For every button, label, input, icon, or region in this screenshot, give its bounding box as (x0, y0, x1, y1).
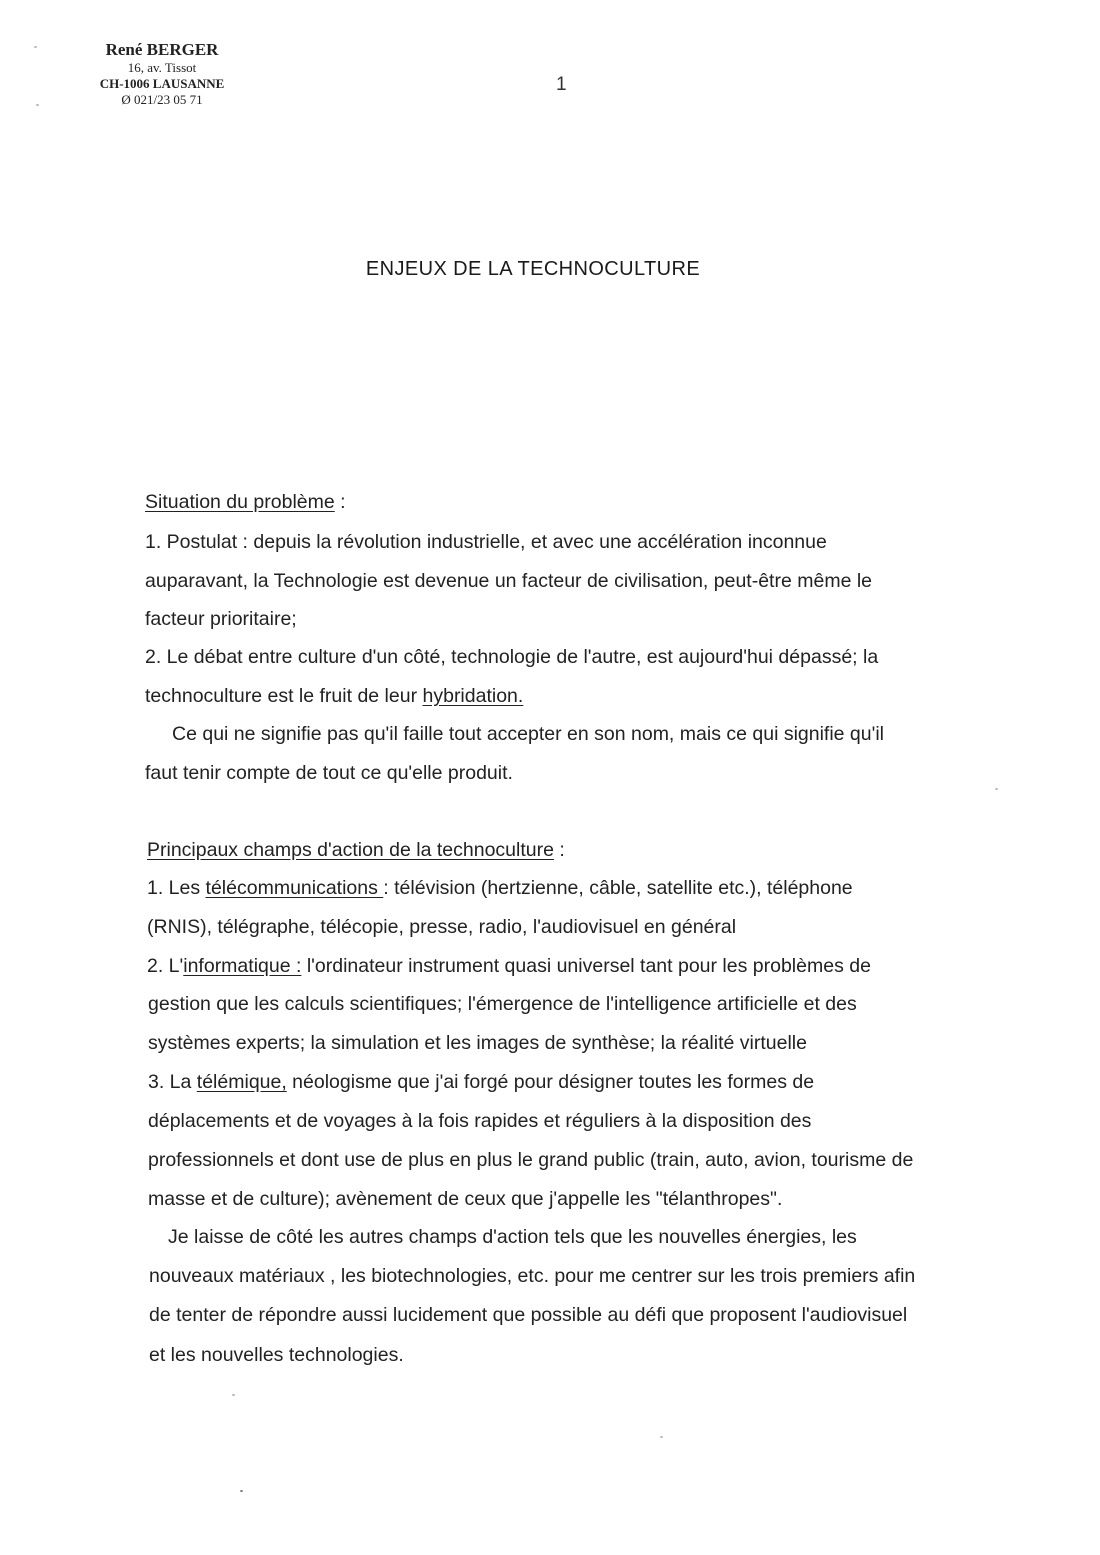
underlined-term-hybridation: hybridation. (422, 685, 524, 707)
author-name: René BERGER (105, 40, 219, 59)
page-number: 1 (556, 74, 567, 95)
paragraph-line: faut tenir compte de tout ce qu'elle produit. (145, 762, 513, 784)
scan-speck (232, 1394, 235, 1396)
paragraph-line: 1. Postulat : depuis la révolution industrielle, et avec une accélération inconnue (145, 531, 827, 553)
line-text: l'ordinateur instrument quasi universel tant pour les problèmes de (301, 955, 871, 977)
paragraph-line (148, 1070, 814, 1094)
underlined-term-telemique: télémique, (196, 1071, 287, 1093)
line-text: 1. Les (147, 877, 206, 899)
scan-speck (660, 1436, 663, 1438)
line-text: néologisme que j'ai forgé pour désigner toutes les formes de (286, 1071, 815, 1093)
paragraph-line: de tenter de répondre aussi lucidement que possible au défi que proposent l'audiovisuel (149, 1304, 908, 1326)
paragraph-line: gestion que les calculs scientifiques; l'émergence de l'intelligence artificielle et des (148, 993, 857, 1015)
line-text: 3. La (148, 1071, 197, 1093)
section-heading-champs (147, 838, 565, 862)
paragraph-line: et les nouvelles technologies. (149, 1344, 404, 1366)
underlined-term-telecommunications: télécommunications (205, 877, 384, 899)
section-heading-text: Situation du problème (145, 491, 335, 513)
underlined-term-informatique: informatique : (183, 955, 302, 977)
paragraph-line: déplacements et de voyages à la fois rapides et réguliers à la disposition des (148, 1110, 812, 1132)
paragraph-line: nouveaux matériaux , les biotechnologies, etc. pour me centrer sur les trois premiers afin (149, 1265, 916, 1287)
paragraph-line: Ce qui ne signifie pas qu'il faille tout accepter en son nom, mais ce qui signifie qu'il (172, 723, 885, 745)
paragraph-line: Je laisse de côté les autres champs d'action tels que les nouvelles énergies, les (168, 1226, 857, 1248)
section-heading-situation (145, 490, 346, 514)
paragraph-line (147, 954, 871, 978)
paragraph-line: masse et de culture); avènement de ceux que j'appelle les "télanthropes". (148, 1188, 783, 1210)
section-heading-text: Principaux champs d'action de la technoculture (147, 839, 554, 861)
paragraph-line (147, 876, 853, 900)
line-text: : télévision (hertzienne, câble, satellite etc.), téléphone (383, 877, 853, 899)
section-heading-colon: : (553, 839, 565, 861)
author-phone: Ø 021/23 05 71 (121, 92, 203, 107)
scan-speck (36, 104, 39, 106)
section-heading-colon: : (334, 491, 346, 513)
paragraph-line: systèmes experts; la simulation et les images de synthèse; la réalité virtuelle (148, 1032, 807, 1054)
line-text: 2. L' (147, 955, 184, 977)
scan-speck (995, 788, 998, 790)
scan-speck (240, 1490, 243, 1492)
author-city: CH-1006 LAUSANNE (99, 76, 225, 91)
paragraph-line: auparavant, la Technologie est devenue un facteur de civilisation, peut-être même le (145, 570, 873, 592)
scan-speck (34, 46, 37, 48)
document-title: ENJEUX DE LA TECHNOCULTURE (365, 258, 701, 280)
paragraph-line: professionnels et dont use de plus en plus le grand public (train, auto, avion, tourisme de (148, 1149, 914, 1171)
paragraph-line: 2. Le débat entre culture d'un côté, technologie de l'autre, est aujourd'hui dépassé; la (145, 646, 879, 668)
letterhead (72, 40, 252, 108)
paragraph-line: facteur prioritaire; (145, 608, 297, 630)
paragraph-line (145, 684, 523, 708)
paragraph-line: (RNIS), télégraphe, télécopie, presse, radio, l'audiovisuel en général (147, 916, 737, 938)
author-street: 16, av. Tissot (127, 60, 197, 75)
line-text: technoculture est le fruit de leur (145, 685, 423, 707)
